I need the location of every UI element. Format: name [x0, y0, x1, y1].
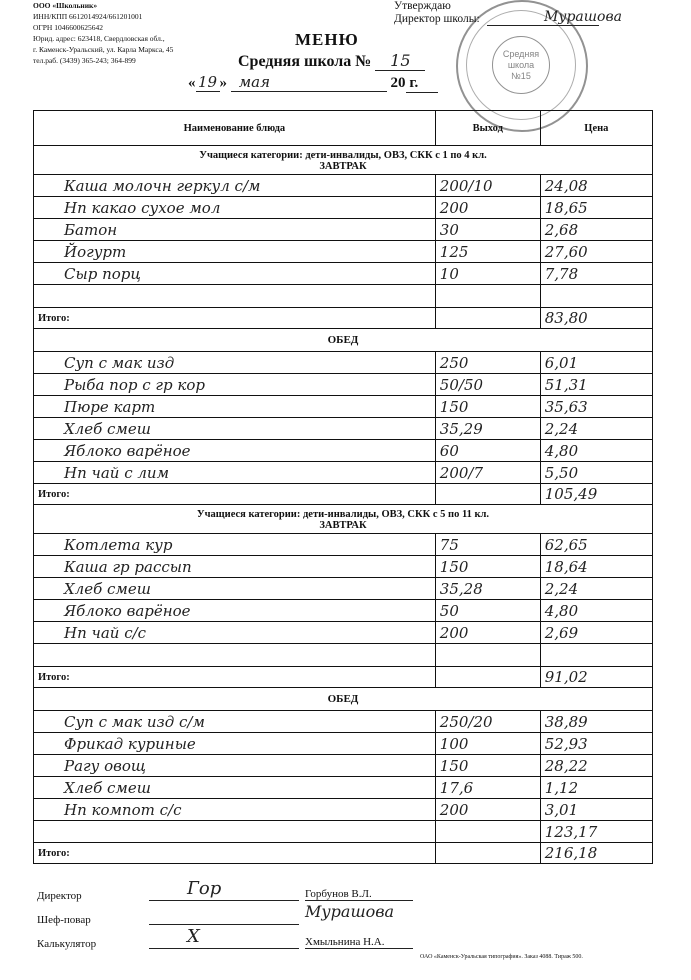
- category-label: Учащиеся категории: дети-инвалиды, ОВЗ, СКК с 5 по 11 кл.: [196, 509, 490, 520]
- dish-price: 2,69: [540, 622, 652, 644]
- total-label: Итого:: [34, 667, 436, 688]
- stamp-text-3: №15: [511, 70, 531, 81]
- dish-price: 123,17: [540, 821, 652, 843]
- year-suffix-text: г.: [409, 75, 419, 91]
- total-row: [34, 843, 653, 864]
- signature-name: Горбунов В.Л.: [305, 888, 413, 901]
- dish-output: 75: [435, 534, 540, 556]
- dish-output: 30: [435, 219, 540, 241]
- empty-cell: [435, 667, 540, 688]
- total-value: 91,02: [540, 667, 652, 688]
- dish-name: Каша гр рассып: [34, 556, 436, 578]
- meal-label: ОБЕД: [34, 329, 653, 352]
- dish-name: Йогурт: [34, 241, 436, 263]
- dish-price: 51,31: [540, 374, 652, 396]
- dish-price: 2,24: [540, 418, 652, 440]
- table-row: [34, 352, 653, 374]
- dish-output: 150: [435, 755, 540, 777]
- empty-cell: [435, 285, 540, 308]
- dish-price: 35,63: [540, 396, 652, 418]
- date-month: мая: [231, 73, 387, 92]
- table-row: [34, 440, 653, 462]
- menu-date: [188, 73, 438, 93]
- dish-output: 35,29: [435, 418, 540, 440]
- dish-output: 200/7: [435, 462, 540, 484]
- meal-label: ЗАВТРАК: [319, 520, 367, 531]
- meal-label: ОБЕД: [34, 688, 653, 711]
- table-row: [34, 600, 653, 622]
- page-title: МЕНЮ: [295, 30, 359, 49]
- dish-name: Яблоко варёное: [34, 440, 436, 462]
- director-handwritten-signature: Гор: [187, 878, 222, 899]
- blank-row: [34, 285, 653, 308]
- calculator-handwritten-signature: Х: [187, 926, 200, 947]
- table-row: [34, 241, 653, 263]
- dish-price: 28,22: [540, 755, 652, 777]
- date-close-quote: »: [219, 75, 227, 91]
- dish-name: Рыба пор с гр кор: [34, 374, 436, 396]
- table-row: [34, 777, 653, 799]
- total-value: 83,80: [540, 308, 652, 329]
- signature-label: Калькулятор: [37, 938, 97, 950]
- menu-body: [34, 146, 653, 864]
- table-row: [34, 396, 653, 418]
- dish-price: 6,01: [540, 352, 652, 374]
- org-address-1: Юрид. адрес: 623418, Свердловская обл.,: [33, 34, 165, 43]
- dish-name: Нп чай с/с: [34, 622, 436, 644]
- dish-output: 200/10: [435, 175, 540, 197]
- dish-name: Нп чай с лим: [34, 462, 436, 484]
- dish-name: Яблоко варёное: [34, 600, 436, 622]
- category-label: Учащиеся категории: дети-инвалиды, ОВЗ, СКК с 1 по 4 кл.: [199, 150, 487, 161]
- dish-price: 4,80: [540, 440, 652, 462]
- dish-price: 52,93: [540, 733, 652, 755]
- menu-table: [33, 110, 653, 864]
- table-row: [34, 578, 653, 600]
- category-row: [34, 505, 653, 534]
- table-row: [34, 418, 653, 440]
- date-open-quote: «: [188, 75, 196, 91]
- empty-cell: [435, 644, 540, 667]
- approve-position: Директор школы:: [394, 13, 480, 25]
- dish-price: 2,24: [540, 578, 652, 600]
- date-year-prefix: 20: [390, 75, 406, 91]
- table-row: [34, 755, 653, 777]
- empty-cell: [540, 644, 652, 667]
- dish-name: [34, 821, 436, 843]
- empty-cell: [34, 285, 436, 308]
- dish-name: Батон: [34, 219, 436, 241]
- empty-cell: [435, 843, 540, 864]
- empty-cell: [34, 644, 436, 667]
- signature-line: [149, 924, 299, 925]
- dish-output: [435, 821, 540, 843]
- dish-output: 150: [435, 556, 540, 578]
- dish-name: Суп с мак изд с/м: [34, 711, 436, 733]
- category-row: [34, 146, 653, 175]
- dish-price: 18,65: [540, 197, 652, 219]
- approve-signature: Мурашова: [544, 9, 622, 25]
- dish-name: Нп какао сухое мол: [34, 197, 436, 219]
- meal-row: [34, 329, 653, 352]
- school-number: 15: [375, 51, 425, 71]
- dish-output: 250/20: [435, 711, 540, 733]
- empty-cell: [435, 308, 540, 329]
- dish-price: 1,12: [540, 777, 652, 799]
- total-label: Итого:: [34, 484, 436, 505]
- dish-price: 5,50: [540, 462, 652, 484]
- empty-cell: [540, 285, 652, 308]
- table-row: [34, 711, 653, 733]
- table-row: [34, 263, 653, 285]
- approve-label: Утверждаю: [394, 0, 451, 12]
- table-header-row: [34, 111, 653, 146]
- total-row: [34, 667, 653, 688]
- stamp-text-2: школа: [507, 59, 535, 70]
- date-year-suffix: [406, 75, 438, 93]
- org-phone: тел.раб. (3439) 365-243; 364-899: [33, 56, 136, 65]
- signature-row-calculator: [37, 926, 637, 956]
- dish-price: 38,89: [540, 711, 652, 733]
- signature-line: [149, 948, 299, 949]
- dish-name: Суп с мак изд: [34, 352, 436, 374]
- dish-output: 150: [435, 396, 540, 418]
- signature-label: Директор: [37, 890, 82, 902]
- organization-info: [33, 0, 223, 66]
- table-row: [34, 556, 653, 578]
- blank-row: [34, 644, 653, 667]
- total-label: Итого:: [34, 843, 436, 864]
- dish-name: Нп компот с/с: [34, 799, 436, 821]
- dish-name: Котлета кур: [34, 534, 436, 556]
- total-label: Итого:: [34, 308, 436, 329]
- dish-output: 200: [435, 622, 540, 644]
- dish-name: Хлеб смеш: [34, 578, 436, 600]
- stamp-text-1: Средняя: [502, 48, 540, 59]
- dish-output: 60: [435, 440, 540, 462]
- table-row: [34, 175, 653, 197]
- dish-name: Фрикад куриные: [34, 733, 436, 755]
- dish-price: 3,01: [540, 799, 652, 821]
- dish-price: 4,80: [540, 600, 652, 622]
- total-row: [34, 484, 653, 505]
- table-row: [34, 197, 653, 219]
- signature-line: [149, 900, 299, 901]
- dish-price: 27,60: [540, 241, 652, 263]
- dish-output: 125: [435, 241, 540, 263]
- empty-cell: [435, 484, 540, 505]
- dish-name: Хлеб смеш: [34, 418, 436, 440]
- col-price: Цена: [540, 111, 652, 146]
- dish-output: 10: [435, 263, 540, 285]
- dish-output: 50/50: [435, 374, 540, 396]
- dish-output: 35,28: [435, 578, 540, 600]
- table-row: [34, 733, 653, 755]
- school-label: Средняя школа №: [238, 53, 372, 70]
- table-row: [34, 219, 653, 241]
- dish-price: 62,65: [540, 534, 652, 556]
- date-day: 19: [196, 73, 220, 92]
- dish-output: 100: [435, 733, 540, 755]
- dish-name: Рагу овощ: [34, 755, 436, 777]
- stamp-center: [492, 36, 550, 94]
- col-dish-name: Наименование блюда: [34, 111, 436, 146]
- table-row: [34, 462, 653, 484]
- dish-name: Сыр порц: [34, 263, 436, 285]
- meal-label: ЗАВТРАК: [319, 161, 367, 172]
- dish-price: 2,68: [540, 219, 652, 241]
- category-cell: [34, 146, 653, 175]
- org-ogrn: ОГРН 1046600625642: [33, 23, 103, 32]
- dish-output: 50: [435, 600, 540, 622]
- dish-name: Каша молочн геркул с/м: [34, 175, 436, 197]
- org-name: ООО «Школьник»: [33, 1, 98, 10]
- org-inn: ИНН/КПП 6612014924/661201001: [33, 12, 143, 21]
- dish-output: 200: [435, 799, 540, 821]
- category-cell: [34, 505, 653, 534]
- meal-row: [34, 688, 653, 711]
- signature-row-chef: [37, 902, 637, 932]
- col-output: Выход: [435, 111, 540, 146]
- table-row: [34, 622, 653, 644]
- dish-output: 17,6: [435, 777, 540, 799]
- signatures-block: [37, 878, 637, 956]
- dish-price: 18,64: [540, 556, 652, 578]
- table-row: [34, 799, 653, 821]
- dish-price: 24,08: [540, 175, 652, 197]
- total-value: 105,49: [540, 484, 652, 505]
- print-footer: ОАО «Каменск-Уральская типография». Заказ 4088. Тираж 500.: [420, 954, 583, 960]
- table-row: [34, 374, 653, 396]
- dish-name: Пюре карт: [34, 396, 436, 418]
- dish-output: 200: [435, 197, 540, 219]
- signature-name: Хмыльнина Н.А.: [305, 936, 413, 949]
- total-value: 216,18: [540, 843, 652, 864]
- signature-name: Мурашова: [305, 902, 395, 921]
- school-line: [238, 51, 425, 71]
- approval-block: [394, 0, 622, 26]
- dish-name: Хлеб смеш: [34, 777, 436, 799]
- dish-price: 7,78: [540, 263, 652, 285]
- org-address-2: г. Каменск-Уральский, ул. Карла Маркса, 45: [33, 45, 174, 54]
- table-row: [34, 821, 653, 843]
- signature-label: Шеф-повар: [37, 914, 91, 926]
- total-row: [34, 308, 653, 329]
- approve-position-line: [394, 9, 622, 26]
- dish-output: 250: [435, 352, 540, 374]
- table-row: [34, 534, 653, 556]
